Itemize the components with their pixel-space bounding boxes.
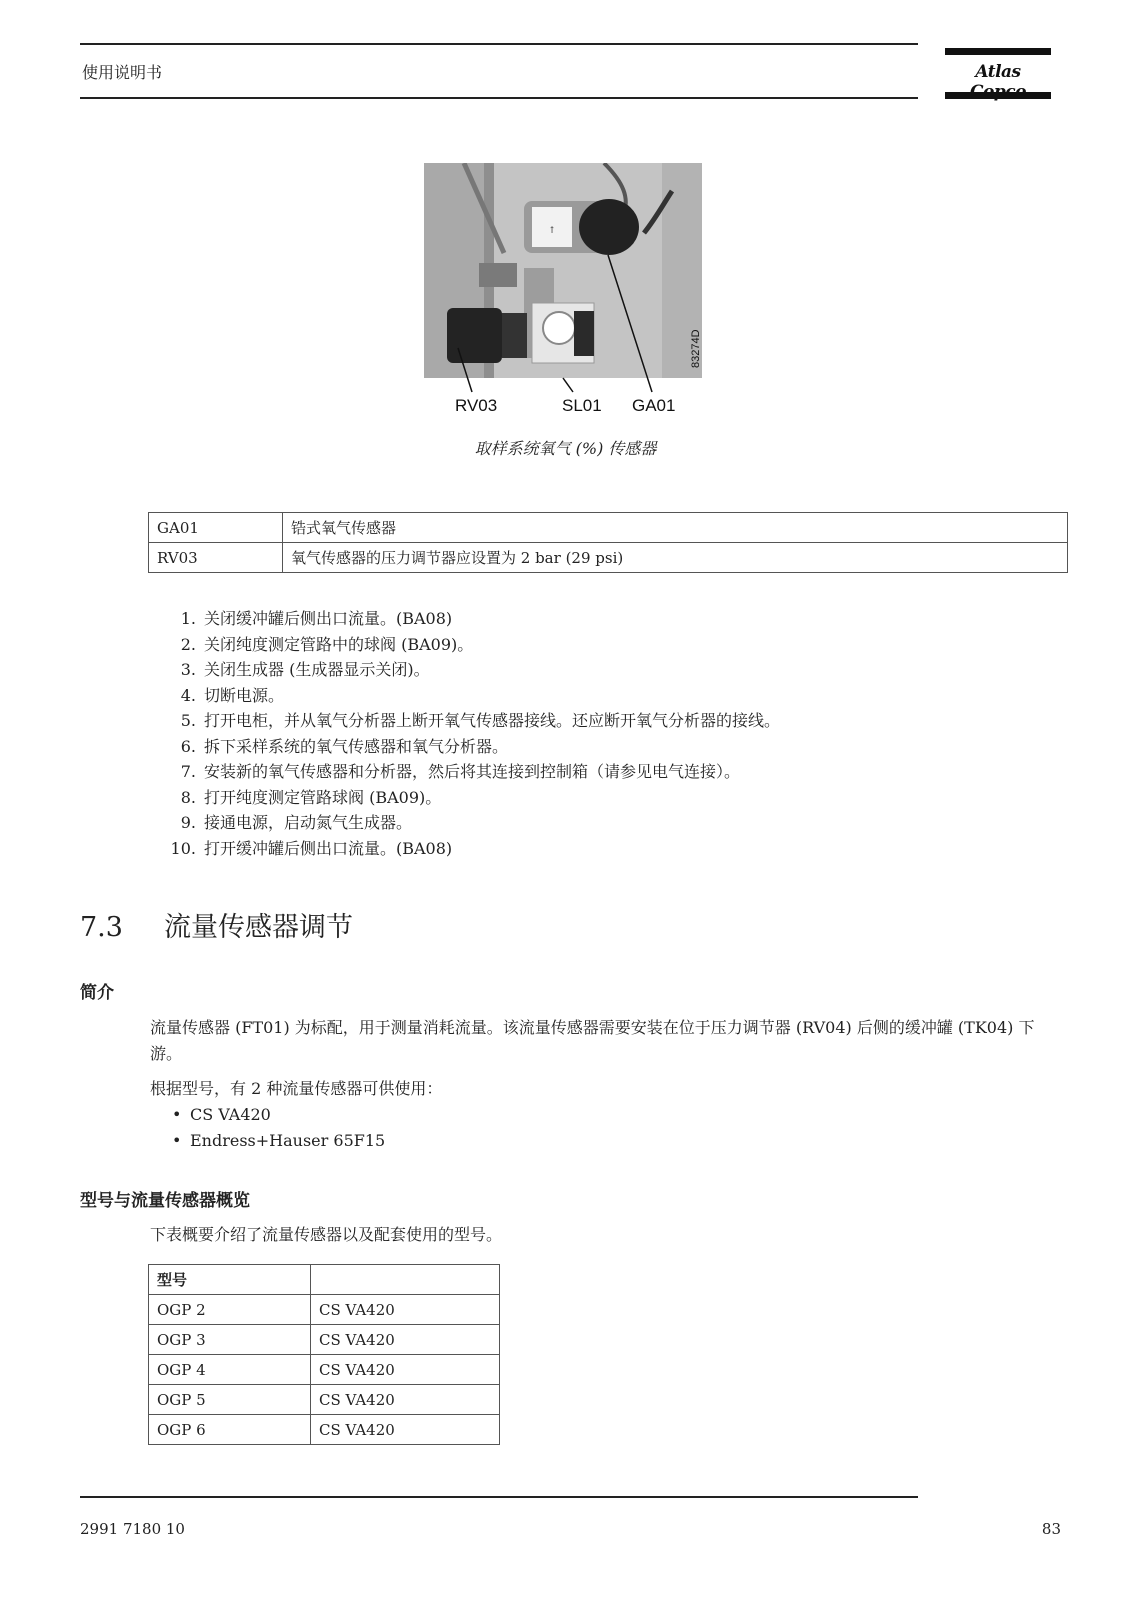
list-item bbox=[150, 836, 780, 862]
intro-paragraph-2: 根据型号，有 2 种流量传感器可供使用： bbox=[150, 1079, 443, 1098]
model-cell: OGP 6 bbox=[149, 1415, 311, 1445]
image-code-label: 83274D bbox=[690, 329, 702, 368]
step-text: 打开纯度测定管路球阀 (BA09)。 bbox=[204, 787, 442, 807]
list-item bbox=[150, 606, 780, 632]
column-header bbox=[311, 1265, 500, 1295]
overview-paragraph: 下表概要介绍了流量传感器以及配套使用的型号。 bbox=[150, 1225, 503, 1244]
step-number: 6. bbox=[180, 736, 196, 756]
list-item bbox=[150, 708, 780, 734]
list-item bbox=[150, 759, 780, 785]
intro-heading: 简介 bbox=[80, 983, 114, 1003]
step-number: 1. bbox=[180, 609, 196, 628]
table-row bbox=[149, 543, 1068, 573]
svg-text:↑: ↑ bbox=[548, 226, 556, 236]
figure-caption: 取样系统氧气 (%) 传感器 bbox=[474, 439, 657, 458]
label-sl01: SL01 bbox=[562, 396, 602, 415]
sensor-cell: CS VA420 bbox=[311, 1385, 500, 1415]
label-ga01: GA01 bbox=[632, 396, 676, 415]
step-text: 关闭生成器 (生成器显示关闭)。 bbox=[204, 660, 430, 679]
sensor-cell: CS VA420 bbox=[311, 1355, 500, 1385]
sensor-cell: CS VA420 bbox=[311, 1325, 500, 1355]
legend-code: GA01 bbox=[149, 513, 283, 543]
intro-paragraph: 流量传感器 (FT01) 为标配，用于测量消耗流量。该流量传感器需要安装在位于压力调节器 (RV04) 后侧的缓冲罐 (TK04) 下游。 bbox=[150, 1018, 1035, 1063]
step-text: 关闭纯度测定管路中的球阀 (BA09)。 bbox=[204, 634, 474, 654]
model-cell: OGP 3 bbox=[149, 1325, 311, 1355]
legend-desc: 锆式氧气传感器 bbox=[283, 513, 1068, 543]
step-number: 10. bbox=[170, 838, 196, 858]
model-cell: OGP 2 bbox=[149, 1295, 311, 1325]
document-number: 2991 7180 10 bbox=[80, 1520, 185, 1538]
table-row bbox=[149, 513, 1068, 543]
model-cell: OGP 5 bbox=[149, 1385, 311, 1415]
figure-leader-lines bbox=[0, 0, 1131, 420]
table-row bbox=[149, 1355, 500, 1385]
section-title: 流量传感器调节 bbox=[164, 912, 353, 943]
list-item bbox=[150, 632, 780, 658]
table-row bbox=[149, 1325, 500, 1355]
table-row bbox=[149, 1415, 500, 1445]
list-item bbox=[150, 785, 780, 811]
sensor-list bbox=[172, 1102, 385, 1154]
legend-desc: 氧气传感器的压力调节器应设置为 2 bar (29 psi) bbox=[283, 543, 1068, 573]
model-cell: OGP 4 bbox=[149, 1355, 311, 1385]
step-text: 拆下采样系统的氧气传感器和氧气分析器。 bbox=[204, 736, 509, 756]
step-number: 2. bbox=[180, 634, 196, 654]
step-text: 打开缓冲罐后侧出口流量。(BA08) bbox=[204, 838, 453, 858]
step-text: 安装新的氧气传感器和分析器，然后将其连接到控制箱（请参见电气连接）。 bbox=[204, 762, 741, 781]
step-text: 切断电源。 bbox=[204, 685, 285, 705]
table-header-row bbox=[149, 1265, 500, 1295]
sensor-cell: CS VA420 bbox=[311, 1295, 500, 1325]
step-number: 7. bbox=[180, 762, 196, 781]
logo-text: Atlas bbox=[975, 62, 1021, 82]
step-number: 3. bbox=[180, 660, 196, 679]
list-item bbox=[150, 657, 780, 683]
step-text: 接通电源，启动氮气生成器。 bbox=[204, 813, 413, 832]
section-heading bbox=[80, 905, 353, 944]
list-item bbox=[150, 734, 780, 760]
label-rv03: RV03 bbox=[455, 396, 498, 415]
list-item: • CS VA420 bbox=[172, 1102, 385, 1128]
procedure-steps bbox=[150, 606, 780, 861]
list-item bbox=[150, 683, 780, 709]
table-row bbox=[149, 1295, 500, 1325]
column-header: 型号 bbox=[149, 1265, 311, 1295]
step-number: 4. bbox=[180, 685, 196, 705]
header-title: 使用说明书 bbox=[82, 63, 163, 82]
legend-code: RV03 bbox=[149, 543, 283, 573]
section-number: 7.3 bbox=[80, 912, 123, 943]
legend-table bbox=[148, 512, 1068, 573]
sensor-cell: CS VA420 bbox=[311, 1415, 500, 1445]
footer-rule bbox=[80, 1496, 918, 1498]
list-item bbox=[150, 810, 780, 836]
overview-heading: 型号与流量传感器概览 bbox=[80, 1191, 250, 1211]
step-number: 9. bbox=[180, 813, 196, 832]
step-number: 8. bbox=[180, 787, 196, 807]
step-text: 关闭缓冲罐后侧出口流量。(BA08) bbox=[204, 609, 453, 628]
step-text: 打开电柜，并从氧气分析器上断开氧气传感器接线。还应断开氧气分析器的接线。 bbox=[204, 711, 781, 730]
page-number: 83 bbox=[1041, 1520, 1061, 1538]
table-row bbox=[149, 1385, 500, 1415]
model-table bbox=[148, 1264, 500, 1445]
step-number: 5. bbox=[180, 711, 196, 730]
list-item: • Endress+Hauser 65F15 bbox=[172, 1128, 385, 1154]
